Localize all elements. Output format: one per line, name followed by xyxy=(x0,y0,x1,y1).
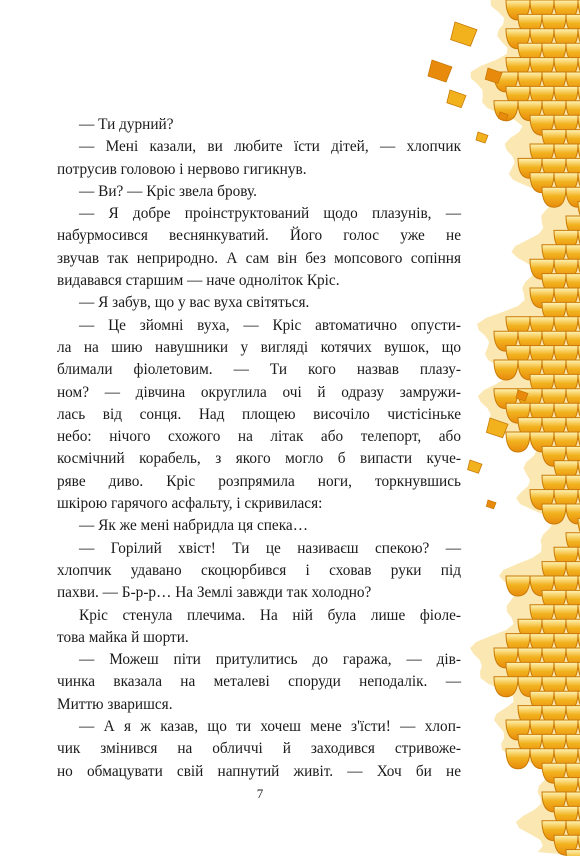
text-line: чик змінився на обличчі й заходився стривоже- xyxy=(57,740,461,758)
scale-shard xyxy=(451,22,477,46)
text-line: чинка вказала на металеві споруди неподалік. — xyxy=(57,673,461,691)
text-line: небо: нічого схожого на літак або телепорт, або xyxy=(57,428,461,446)
text-line: космічний корабель, з якого могло б випасти куче- xyxy=(57,450,461,468)
text-line: ном? — дівчина округлила очі й одразу замружи- xyxy=(57,383,461,401)
scale-shard xyxy=(486,500,496,509)
text-line: набурмосився веснянкуватий. Його голос уже не xyxy=(57,227,461,245)
text-line: хлопчик удавано скоцюрбився і сховав руки під xyxy=(57,561,461,579)
body-text xyxy=(57,114,461,783)
text-line: ла на шию навушники у вигляді котячих вушок, що xyxy=(57,338,461,356)
dragon-scale xyxy=(506,749,530,769)
scale-shard xyxy=(476,132,488,143)
scale-shard xyxy=(468,460,482,473)
page-number: 7 xyxy=(256,786,264,801)
text-line: — А я ж казав, що ти хочеш мене з'їсти! — хлоп- xyxy=(79,718,461,736)
text-line: Миттю зваришся. xyxy=(57,695,173,713)
text-line: — Я забув, що у вас вуха світяться. xyxy=(79,294,310,312)
dragon-scale xyxy=(566,850,580,856)
text-line: ряве диво. Кріс розпрямила ноги, торкнувшись xyxy=(57,472,461,490)
text-line: — Горілий хвіст! Ти це називаєш спекою? — xyxy=(79,539,461,557)
text-line: лась від сонця. Над площею височіло чистісіньке xyxy=(57,405,461,423)
text-line: видавався старшим — наче одноліток Кріс. xyxy=(57,272,340,290)
text-line: това майка й шорти. xyxy=(57,628,189,646)
scale-shard xyxy=(428,60,452,82)
text-line: пахви. — Б-р-р… На Землі завжди так холодно? xyxy=(57,584,372,602)
scale-shard xyxy=(447,90,466,108)
text-line: Кріс стенула плечима. На ній була лише фіоле- xyxy=(79,606,461,624)
text-line: — Можеш піти притулитись до гаража, — дів- xyxy=(79,651,461,669)
text-line: потрусив головою і нервово гигикнув. xyxy=(57,160,307,178)
text-line: — Я добре проінструктований щодо плазунів, — xyxy=(79,205,461,223)
text-line: но обмацувати свій напнутий живіт. — Хоч би не xyxy=(57,762,461,780)
text-line: — Це зйомні вуха, — Кріс автоматично опусти- xyxy=(79,316,461,334)
text-line: шкірою гарячого асфальту, і скривилася: xyxy=(57,495,323,513)
text-line: — Мені казали, ви любите їсти дітей, — хлопчик xyxy=(79,138,461,156)
text-line: — Ви? — Кріс звела брову. xyxy=(79,182,257,200)
text-line: звучав так неприродно. А сам він без мопсового сопіння xyxy=(57,249,461,267)
text-line: блимали фіолетовим. — Ти кого назвав плазу- xyxy=(57,361,461,379)
dragon-scale xyxy=(506,432,530,452)
text-line: — Ти дурний? xyxy=(79,116,174,133)
text-line: — Як же мені набридла ця спека… xyxy=(79,517,309,535)
